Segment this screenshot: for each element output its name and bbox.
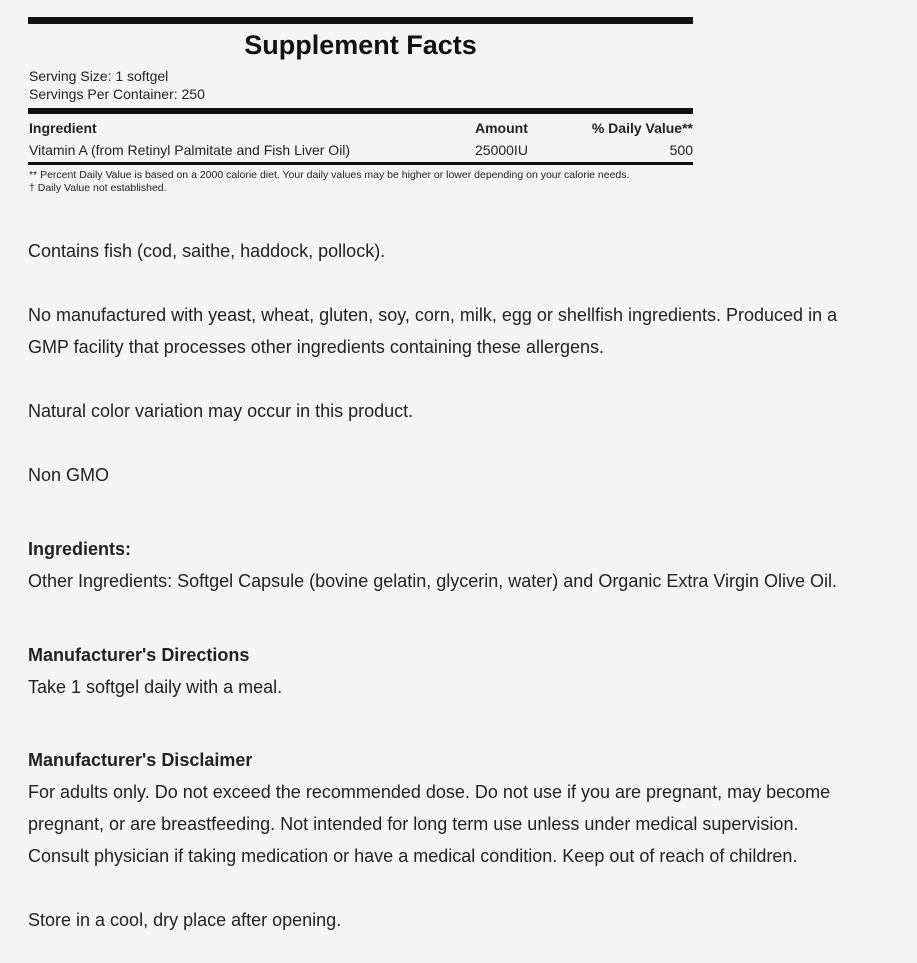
- directions-heading: Manufacturer's Directions: [28, 645, 250, 665]
- product-details: [28, 235, 898, 936]
- disclaimer-text-line2: pregnant, or are breastfeeding. Not intended for long term use unless under medical supervision.: [28, 814, 799, 834]
- daily-value-footnote: ** Percent Daily Value is based on a 2000 calorie diet. Your daily values may be higher or lower depending on your calorie needs.: [29, 169, 630, 181]
- footnotes: [28, 169, 693, 195]
- disclaimer-heading: Manufacturer's Disclaimer: [28, 750, 253, 770]
- top-rule: [28, 17, 693, 24]
- ingredients-heading: Ingredients:: [28, 539, 132, 559]
- ingredient-cell: Vitamin A (from Retinyl Palmitate and Fish Liver Oil): [29, 142, 351, 158]
- serving-info: [28, 67, 693, 103]
- color-variation-text: Natural color variation may occur in this product.: [28, 401, 414, 421]
- disclaimer-text-line1: For adults only. Do not exceed the recommended dose. Do not use if you are pregnant, may become: [28, 782, 831, 802]
- allergen-free-text-line1: No manufactured with yeast, wheat, gluten, soy, corn, milk, egg or shellfish ingredients. Produced in a: [28, 305, 838, 325]
- ingredient-column-header: Ingredient: [29, 120, 97, 136]
- non-gmo-text: Non GMO: [28, 465, 110, 485]
- storage-text: Store in a cool, dry place after opening.: [28, 910, 342, 930]
- daily-value-cell: 500: [669, 142, 693, 158]
- supplement-facts-title: Supplement Facts: [244, 30, 477, 60]
- bottom-rule: [28, 162, 693, 165]
- middle-rule: [28, 108, 693, 114]
- fish-allergen-text: Contains fish (cod, saithe, haddock, pollock).: [28, 241, 386, 261]
- ingredients-text: Other Ingredients: Softgel Capsule (bovine gelatin, glycerin, water) and Organic Extra Virgin Olive Oil.: [28, 571, 838, 591]
- daily-value-column-header: % Daily Value**: [591, 120, 693, 136]
- table-row: [28, 139, 693, 161]
- serving-size: Serving Size: 1 softgel: [29, 68, 169, 84]
- directions-text: Take 1 softgel daily with a meal.: [28, 677, 283, 697]
- allergen-free-text-line2: GMP facility that processes other ingredients containing these allergens.: [28, 337, 604, 357]
- amount-column-header: Amount: [475, 120, 528, 136]
- facts-table-header: [28, 117, 693, 139]
- servings-per-container: Servings Per Container: 250: [29, 86, 205, 102]
- disclaimer-text-line3: Consult physician if taking medication or have a medical condition. Keep out of reach of children.: [28, 846, 798, 866]
- not-established-footnote: † Daily Value not established.: [29, 182, 167, 194]
- supplement-facts-panel: [28, 17, 693, 195]
- amount-cell: 25000IU: [475, 142, 528, 158]
